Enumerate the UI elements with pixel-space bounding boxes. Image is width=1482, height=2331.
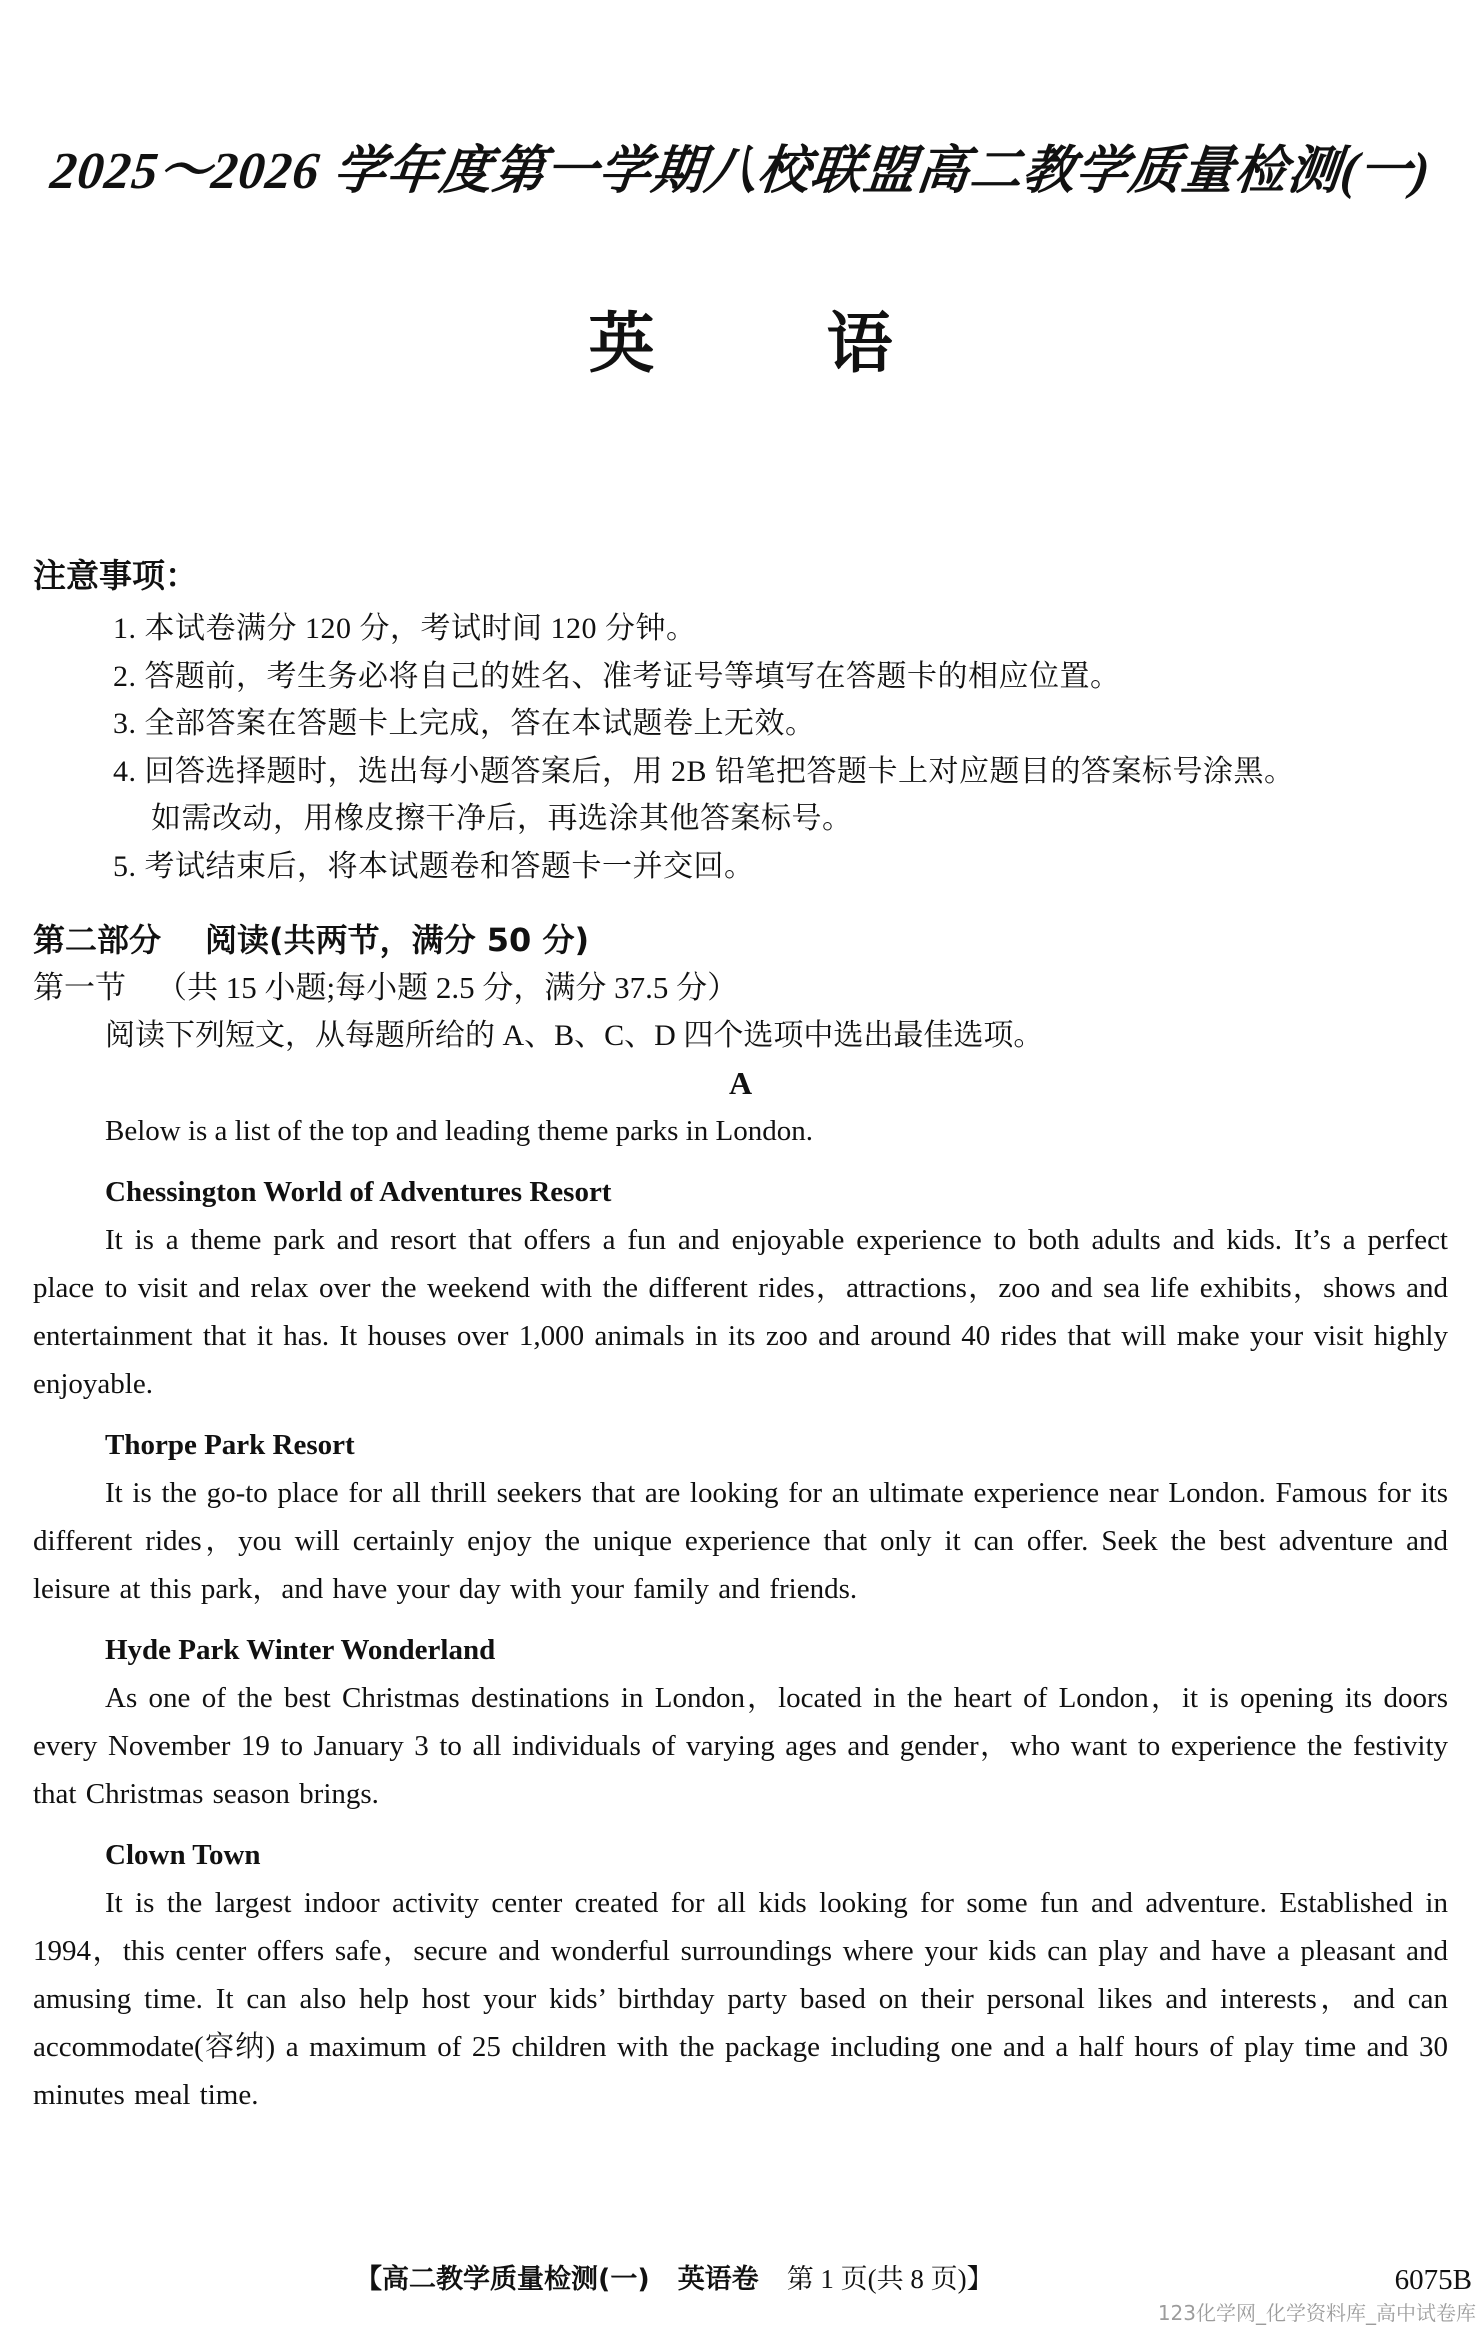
- park-name: Thorpe Park Resort: [105, 1429, 355, 1461]
- park-description: It is the largest indoor activity center created for all kids looking for some fun and adventure. Established in 1994，this center offers safe，secure and wonderful surroundings where your kids can play and have a pleasant and amusing time. It can also help host your kids’ birthday party based on their personal likes and interests，and can accommodate(容纳) a maximum of 25 children with the package including one and a half hours of play time and 30 minutes meal time.: [33, 1887, 1448, 2111]
- watermark-text: 123化学网_化学资料库_高中试卷库: [1157, 2301, 1476, 2325]
- reading-instruction: 阅读下列短文，从每题所给的 A、B、C、D 四个选项中选出最佳选项。: [105, 1019, 1044, 1052]
- park-entry: [33, 1169, 1448, 1408]
- park-entry: [33, 1627, 1448, 1818]
- notice-section: [33, 552, 1448, 890]
- passage-intro: Below is a list of the top and leading theme parks in London.: [105, 1115, 813, 1147]
- reading-part-heading: [33, 916, 1448, 964]
- subject-title: [33, 304, 1448, 384]
- notice-line: 1. 本试卷满分 120 分，考试时间 120 分钟。: [113, 612, 697, 645]
- notice-line-continuation: 如需改动，用橡皮擦干净后，再选涂其他答案标号。: [151, 802, 853, 835]
- notice-line: 4. 回答选择题时，选出每小题答案后，用 2B 铅笔把答题卡上对应题目的答案标号涂黑。: [113, 754, 1295, 788]
- footer-exam-label: 【高二教学质量检测(一): [355, 2264, 650, 2295]
- passage-label: A: [728, 1065, 753, 1101]
- notice-line: 3. 全部答案在答题卡上完成，答在本试题卷上无效。: [113, 707, 816, 740]
- park-name: Clown Town: [105, 1839, 261, 1871]
- part-label: 第二部分: [33, 921, 162, 959]
- park-description: As one of the best Christmas destinations in London，located in the heart of London，it is opening its doors every November 19 to January 3 to all individuals of varying ages and gender，who want to experience the festivity that Christmas season brings.: [33, 1682, 1448, 1810]
- subject-char-2: 语: [826, 305, 893, 382]
- notice-heading: 注意事项：: [33, 556, 198, 595]
- notice-line: 5. 考试结束后，将本试题卷和答题卡一并交回。: [113, 849, 755, 883]
- park-description: It is a theme park and resort that offers a fun and enjoyable experience to both adults and kids. It’s a perfect place to visit and relax over the weekend with the different rides，attractions，zoo and sea life exhibits，shows and entertainment that it has. It houses over 1,000 animals in its zoo and around 40 rides that will make your visit highly enjoyable.: [33, 1224, 1448, 1400]
- subject-char-1: 英: [588, 305, 655, 382]
- notice-lines: [33, 605, 1448, 890]
- part-title: 阅读(共两节，满分 50 分): [205, 921, 590, 959]
- park-entry: [33, 1832, 1448, 2119]
- section-label: 第一节: [33, 970, 126, 1005]
- notice-line: 2. 答题前，考生务必将自己的姓名、准考证号等填写在答题卡的相应位置。: [113, 659, 1121, 693]
- footer-page-number: 第 1 页(共 8 页)】: [786, 2264, 994, 2294]
- footer-paper-code: 6075B: [1394, 2264, 1472, 2296]
- park-description: It is the go-to place for all thrill seekers that are looking for an ultimate experience near London. Famous for its different rides，you will certainly enjoy the unique experience that only it can offer. Seek the best adventure and leisure at this park，and have your day with your family and friends.: [33, 1477, 1448, 1605]
- park-name: Chessington World of Adventures Resort: [105, 1176, 612, 1208]
- reading-section-heading: [33, 964, 1448, 1012]
- exam-title: 2025～2026 学年度第一学期八校联盟高二教学质量检测(一): [47, 143, 1434, 200]
- section-title: （共 15 小题;每小题 2.5 分，满分 37.5 分）: [156, 970, 739, 1005]
- park-entry: [33, 1422, 1448, 1613]
- footer-paper-label: 英语卷: [677, 2264, 759, 2295]
- park-name: Hyde Park Winter Wonderland: [105, 1634, 496, 1666]
- page-footer: [355, 2264, 994, 2295]
